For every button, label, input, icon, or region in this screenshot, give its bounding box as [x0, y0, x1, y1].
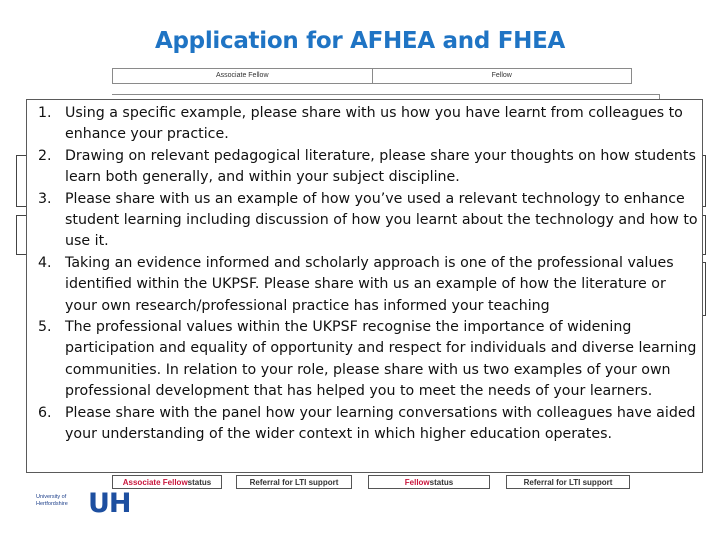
question-text: Using a specific example, please share with us how you have learnt from colleagues to enhance your practice.	[65, 105, 683, 143]
lti-referral-box	[506, 475, 630, 489]
column-associate-fellow: Associate Fellow	[215, 72, 269, 79]
column-fellow: Fellow	[372, 69, 632, 83]
list-number: 4.	[38, 254, 52, 271]
questions-list	[26, 103, 700, 446]
question-text: The professional values within the UKPSF recognise the importance of widening participation and equality of opportunity and respect for individuals and diverse learning communities. In relation to your role, please share with us two examples of your own professional development that has helped you to meet the needs of your learners.	[65, 319, 697, 400]
university-logo-text: University of Hertfordshire	[36, 494, 68, 507]
associate-fellow-status-box	[112, 475, 222, 489]
question-text: Drawing on relevant pedagogical literature, please share your thoughts on how students learn both generally, and within your subject discipline.	[65, 147, 696, 186]
list-number: 1.	[38, 105, 52, 121]
list-number: 3.	[38, 190, 52, 207]
list-number: 5.	[38, 319, 52, 336]
status-accent: Fellow	[404, 477, 430, 487]
question-text: Please share with the panel how your learning conversations with colleagues have aided your understanding of the wider context in which higher education operates.	[65, 404, 696, 443]
list-number: 6.	[38, 404, 52, 421]
status-rest: status	[187, 477, 212, 487]
status-accent: Associate Fellow	[122, 477, 188, 487]
page-title: Application for AFHEA and FHEA	[155, 28, 565, 54]
list-item	[26, 103, 700, 146]
status-label: Referral for LTI support	[523, 477, 613, 487]
list-item	[26, 317, 700, 403]
list-item	[26, 253, 700, 317]
question-text: Taking an evidence informed and scholarly approach is one of the professional values identified within the UKPSF. Please share with us an example of how the literature or your own research/professional practice has informed your teaching	[65, 254, 674, 314]
lti-referral-box	[236, 475, 352, 489]
university-logo-mark: UH	[88, 488, 131, 519]
list-number: 2.	[38, 147, 52, 164]
fellow-status-box	[368, 475, 490, 489]
list-item	[26, 403, 700, 446]
status-label: Referral for LTI support	[249, 477, 339, 487]
list-item	[26, 146, 700, 189]
status-rest: status	[429, 477, 454, 487]
list-item	[26, 189, 700, 253]
diagram-connector	[112, 94, 660, 95]
question-text: Please share with us an example of how you’ve used a relevant technology to enhance student learning including discussion of how you learnt about the technology and how to use it.	[65, 190, 698, 250]
diagram-header	[112, 68, 632, 84]
